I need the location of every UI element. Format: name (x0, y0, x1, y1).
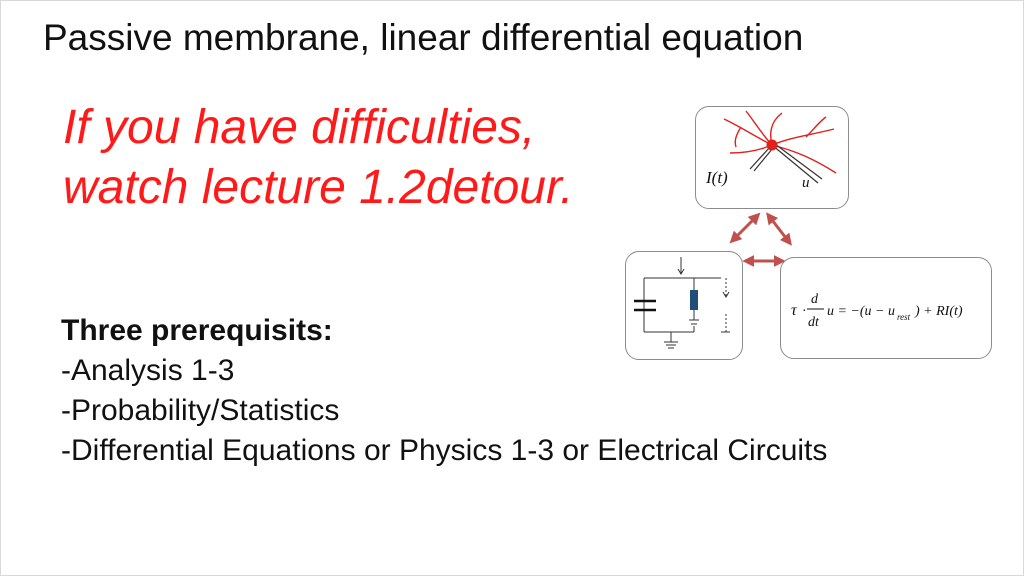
prereq-item: -Analysis 1-3 (61, 354, 235, 387)
prereq-item: -Probability/Statistics (61, 394, 340, 427)
red-note (63, 98, 574, 218)
circuit-diagram-box (625, 251, 743, 360)
eq-d-denominator: dt (808, 315, 819, 330)
eq-rest-subscript: rest (897, 312, 911, 322)
slide-title: Passive membrane, linear differential equation (43, 17, 804, 58)
arrow-neuron-equation-icon (769, 216, 789, 242)
neuron-illustration (696, 107, 848, 208)
note-line-1: If you have difficulties, (63, 101, 536, 154)
soma-icon (767, 140, 778, 151)
equation-box (780, 257, 992, 359)
eq-rhs-end: ) + RI(t) (915, 304, 963, 319)
note-line-2: watch lecture 1.2detour. (63, 161, 574, 214)
neuron-diagram-box (695, 106, 849, 209)
resistor-icon (690, 290, 698, 310)
eq-d-numerator: d (811, 292, 818, 307)
voltage-label: u (802, 175, 810, 191)
rc-circuit-illustration (626, 252, 742, 359)
current-label: I(t) (706, 168, 728, 187)
prereq-item: -Differential Equations or Physics 1-3 or Electrical Circuits (61, 434, 828, 467)
eq-rhs-start: u = −(u − u (827, 304, 896, 319)
membrane-equation (781, 258, 991, 358)
prereq-heading: Three prerequisits: (61, 314, 333, 347)
electrodes (750, 144, 822, 183)
dendrites (724, 111, 836, 173)
arrow-neuron-circuit-icon (733, 216, 757, 240)
eq-dot: · (802, 304, 807, 319)
eq-tau: τ (791, 302, 797, 319)
